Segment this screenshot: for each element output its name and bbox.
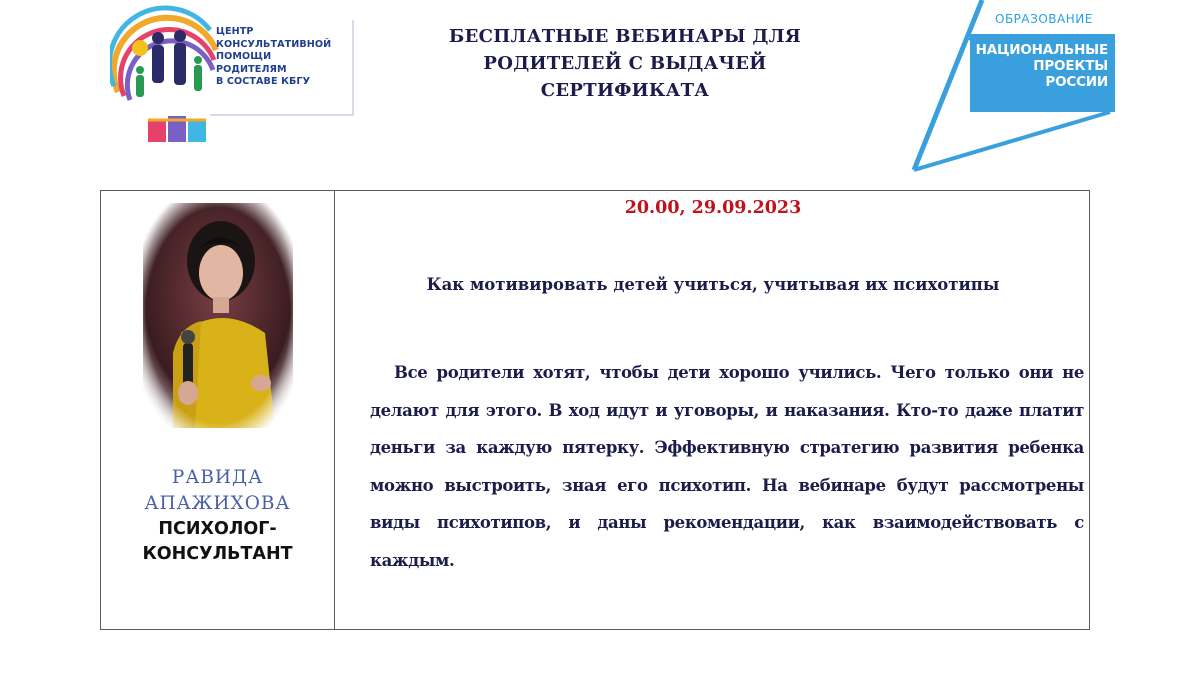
title-line: СЕРТИФИКАТА (540, 80, 710, 101)
webinar-card (100, 190, 1090, 630)
logo-line: В СОСТАВЕ КБГУ (216, 76, 311, 88)
consulting-center-logo (110, 0, 350, 160)
np-title (972, 42, 1108, 90)
logo-line: КОНСУЛЬТАТИВНОЙ (216, 38, 332, 50)
speaker-photo (143, 203, 293, 428)
speaker-name (101, 465, 334, 517)
title-line: РОДИТЕЛЕЙ С ВЫДАЧЕЙ (483, 53, 767, 74)
np-line: НАЦИОНАЛЬНЫЕ (975, 42, 1108, 58)
webinar-topic: Как мотивировать детей учиться, учитывая их психотипы (426, 275, 1000, 294)
logo-line: РОДИТЕЛЯМ (216, 63, 287, 75)
logo-line: ЦЕНТР (216, 26, 254, 37)
np-subtitle: ОБРАЗОВАНИЕ (995, 12, 1093, 26)
national-projects-logo (910, 0, 1120, 175)
webinar-datetime: 20.00, 29.09.2023 (624, 198, 802, 218)
np-line: ПРОЕКТЫ (1033, 58, 1108, 74)
title-line: БЕСПЛАТНЫЕ ВЕБИНАРЫ ДЛЯ (448, 26, 802, 47)
page-title (410, 23, 840, 104)
speaker-name-line: АПАЖИХОВА (144, 493, 291, 514)
column-divider (334, 191, 335, 629)
logo-text (216, 26, 348, 89)
speaker-role-line: ПСИХОЛОГ- (158, 519, 277, 539)
family-rainbow-icon (110, 0, 225, 150)
speaker-role (101, 517, 334, 567)
speaker-name-line: РАВИДА (171, 467, 264, 488)
webinar-description: Все родители хотят, чтобы дети хорошо учились. Чего только они не делают для этого. В ход идут и уговоры, и наказания. Кто-то даже платит деньги за каждую пятерку. Эффективную стратегию развития ребенка можно выстроить, зная его психотип. На вебинаре будут рассмотрены виды психотипов, и даны рекомендации, как взаимодействовать с каждым. (370, 363, 1084, 570)
np-line: РОССИИ (1045, 74, 1108, 90)
speaker-role-line: КОНСУЛЬТАНТ (142, 544, 293, 564)
logo-line: ПОМОЩИ (216, 51, 272, 63)
